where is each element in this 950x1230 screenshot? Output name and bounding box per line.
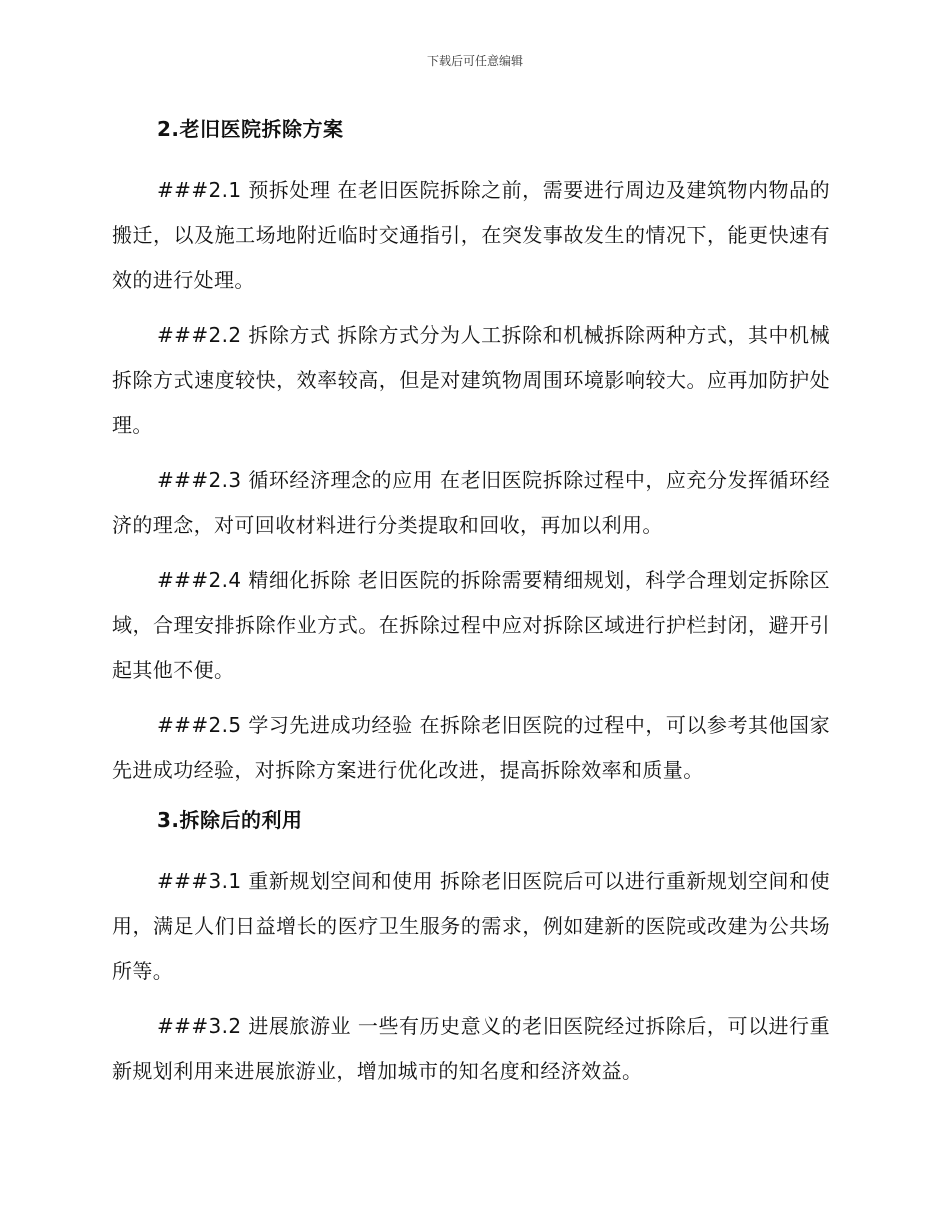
paragraph: ###2.4 精细化拆除 老旧医院的拆除需要精细规划，科学合理划定拆除区域，合理安排拆除作业方式。在拆除过程中应对拆除区域进行护栏封闭，避开引起其他不便。 [112, 568, 830, 682]
paragraph: ###2.2 拆除方式 拆除方式分为人工拆除和机械拆除两种方式，其中机械拆除方式速度较快，效率较高，但是对建筑物周围环境影响较大。应再加防护处理。 [112, 323, 830, 437]
document-body [112, 112, 830, 1104]
section-heading: 3.拆除后的利用 [157, 808, 303, 832]
paragraph: ###2.3 循环经济理念的应用 在老旧医院拆除过程中，应充分发挥循环经济的理念，对可回收材料进行分类提取和回收，再加以利用。 [112, 468, 830, 537]
paragraph: ###2.1 预拆处理 在老旧医院拆除之前，需要进行周边及建筑物内物品的搬迁，以及施工场地附近临时交通指引，在突发事故发生的情况下，能更快速有效的进行处理。 [112, 178, 830, 292]
paragraph: ###3.1 重新规划空间和使用 拆除老旧医院后可以进行重新规划空间和使用，满足人们日益增长的医疗卫生服务的需求，例如建新的医院或改建为公共场所等。 [112, 869, 830, 983]
page-header: 下载后可任意编辑 [426, 54, 523, 68]
paragraph: ###3.2 进展旅游业 一些有历史意义的老旧医院经过拆除后，可以进行重新规划利用来进展旅游业，增加城市的知名度和经济效益。 [112, 1014, 830, 1083]
paragraph: ###2.5 学习先进成功经验 在拆除老旧医院的过程中，可以参考其他国家先进成功经验，对拆除方案进行优化改进，提高拆除效率和质量。 [112, 713, 830, 782]
section-heading: 2.老旧医院拆除方案 [157, 117, 344, 141]
